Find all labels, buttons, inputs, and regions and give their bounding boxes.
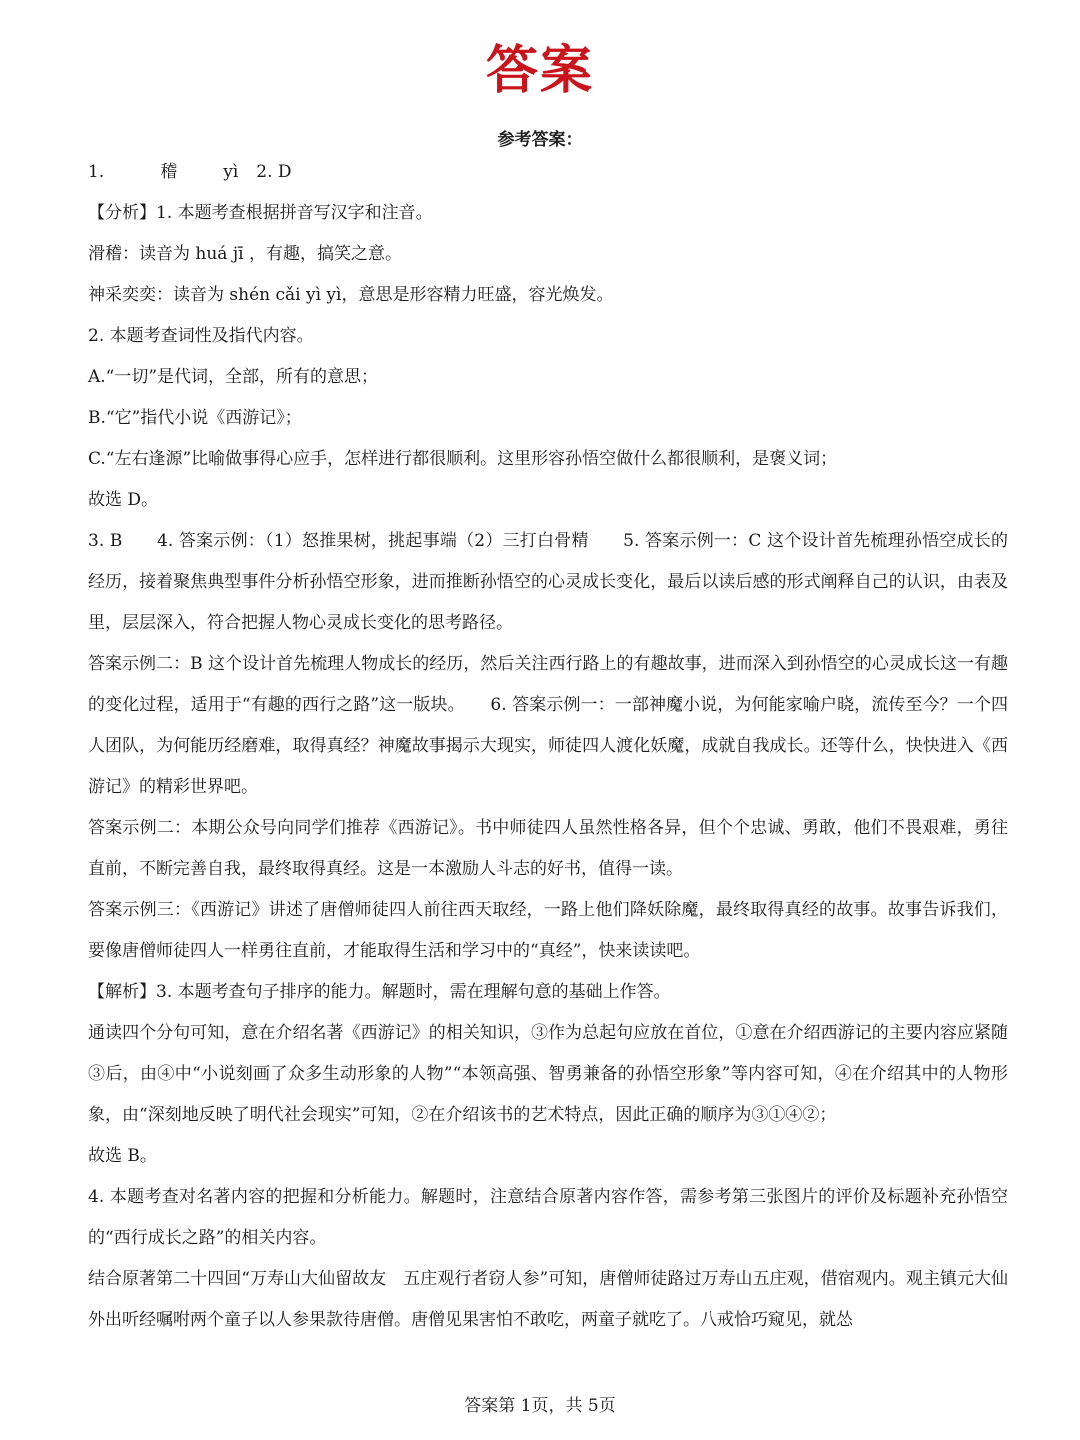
paragraph: 【解析】3. 本题考查句子排序的能力。解题时，需在理解句意的基础上作答。 (88, 982, 671, 1002)
paragraph: 故选 B。 (88, 1146, 157, 1166)
paragraph: 2. 本题考查词性及指代内容。 (88, 326, 314, 346)
paragraph: A.“一切”是代词，全部，所有的意思； (88, 367, 379, 387)
paragraph: 故选 D。 (88, 490, 159, 510)
page-footer: 答案第 1页，共 5页 (464, 1396, 616, 1416)
section-heading: 参考答案： (497, 130, 583, 150)
paragraph: B.“它”指代小说《西游记》； (88, 408, 302, 428)
paragraph: 4. 本题考查对名著内容的把握和分析能力。解题时，注意结合原著内容作答，需参考第三张图片的评价及标题补充孙悟空的“西行成长之路”的相关内容。 (88, 1187, 1008, 1248)
page-title: 答案 (485, 41, 594, 101)
answer-character: 稽 (160, 162, 178, 182)
paragraph: 通读四个分句可知，意在介绍名著《西游记》的相关知识，③作为总起句应放在首位，①意在介绍西游记的主要内容应紧随③后，由④中“小说刻画了众多生动形象的人物”“本领高强、智勇兼备的孙悟空形象”等内容可知，④在介绍其中的人物形象，由“深刻地反映了明代社会现实”可知，②在介绍该书的艺术特点，因此正确的顺序为③①④②； (88, 1023, 1008, 1125)
paragraph: 3. B 4. 答案示例：（1）怒推果树，挑起事端（2）三打白骨精 5. 答案示例一：C 这个设计首先梳理孙悟空成长的经历，接着聚焦典型事件分析孙悟空形象，进而推断孙悟空的心灵成长变化，最后以读后感的形式阐释自己的认识，由表及里，层层深入，符合把握人物心灵成长变化的思考路径。 (88, 531, 1008, 633)
answer-row-1-2 (88, 152, 1008, 193)
paragraph: 结合原著第二十四回“万寿山大仙留故友 五庄观行者窃人参”可知，唐僧师徒路过万寿山五庄观，借宿观内。观主镇元大仙外出听经嘱咐两个童子以人参果款待唐僧。唐僧见果害怕不敢吃，两童子就吃了。八戒恰巧窥见，就怂 (88, 1269, 1008, 1330)
paragraph: 答案示例二：本期公众号向同学们推荐《西游记》。书中师徒四人虽然性格各异，但个个忠诚、勇敢，他们不畏艰难，勇往直前，不断完善自我，最终取得真经。这是一本激励人斗志的好书，值得一读。 (88, 818, 1008, 879)
paragraph: 滑稽：读音为 huá jī ，有趣，搞笑之意。 (88, 244, 402, 264)
answer-body (88, 152, 1008, 1341)
paragraph: 答案示例三：《西游记》讲述了唐僧师徒四人前往西天取经，一路上他们降妖除魔，最终取得真经的故事。故事告诉我们，要像唐僧师徒四人一样勇往直前，才能取得生活和学习中的“真经”，快来读读吧。 (88, 900, 1008, 961)
answer-number-1: 1. (88, 162, 105, 182)
answer-pinyin: yì (223, 162, 239, 182)
paragraph: C.“左右逢源”比喻做事得心应手，怎样进行都很顺利。这里形容孙悟空做什么都很顺利，是褒义词； (88, 449, 838, 469)
answer-number-2: 2. D (256, 162, 292, 182)
paragraph: 神采奕奕：读音为 shén cǎi yì yì，意思是形容精力旺盛，容光焕发。 (88, 285, 614, 305)
paragraph: 答案示例二：B 这个设计首先梳理人物成长的经历，然后关注西行路上的有趣故事，进而深入到孙悟空的心灵成长这一有趣的变化过程，适用于“有趣的西行之路”这一版块。 6. 答案示例一：一部神魔小说，为何能家喻户晓，流传至今？一个四人团队，为何能历经磨难，取得真经？神魔故事揭示大现实，师徒四人渡化妖魔，成就自我成长。还等什么，快快进入《西游记》的精彩世界吧。 (88, 654, 1008, 797)
paragraph: 【分析】1. 本题考查根据拼音写汉字和注音。 (88, 203, 433, 223)
